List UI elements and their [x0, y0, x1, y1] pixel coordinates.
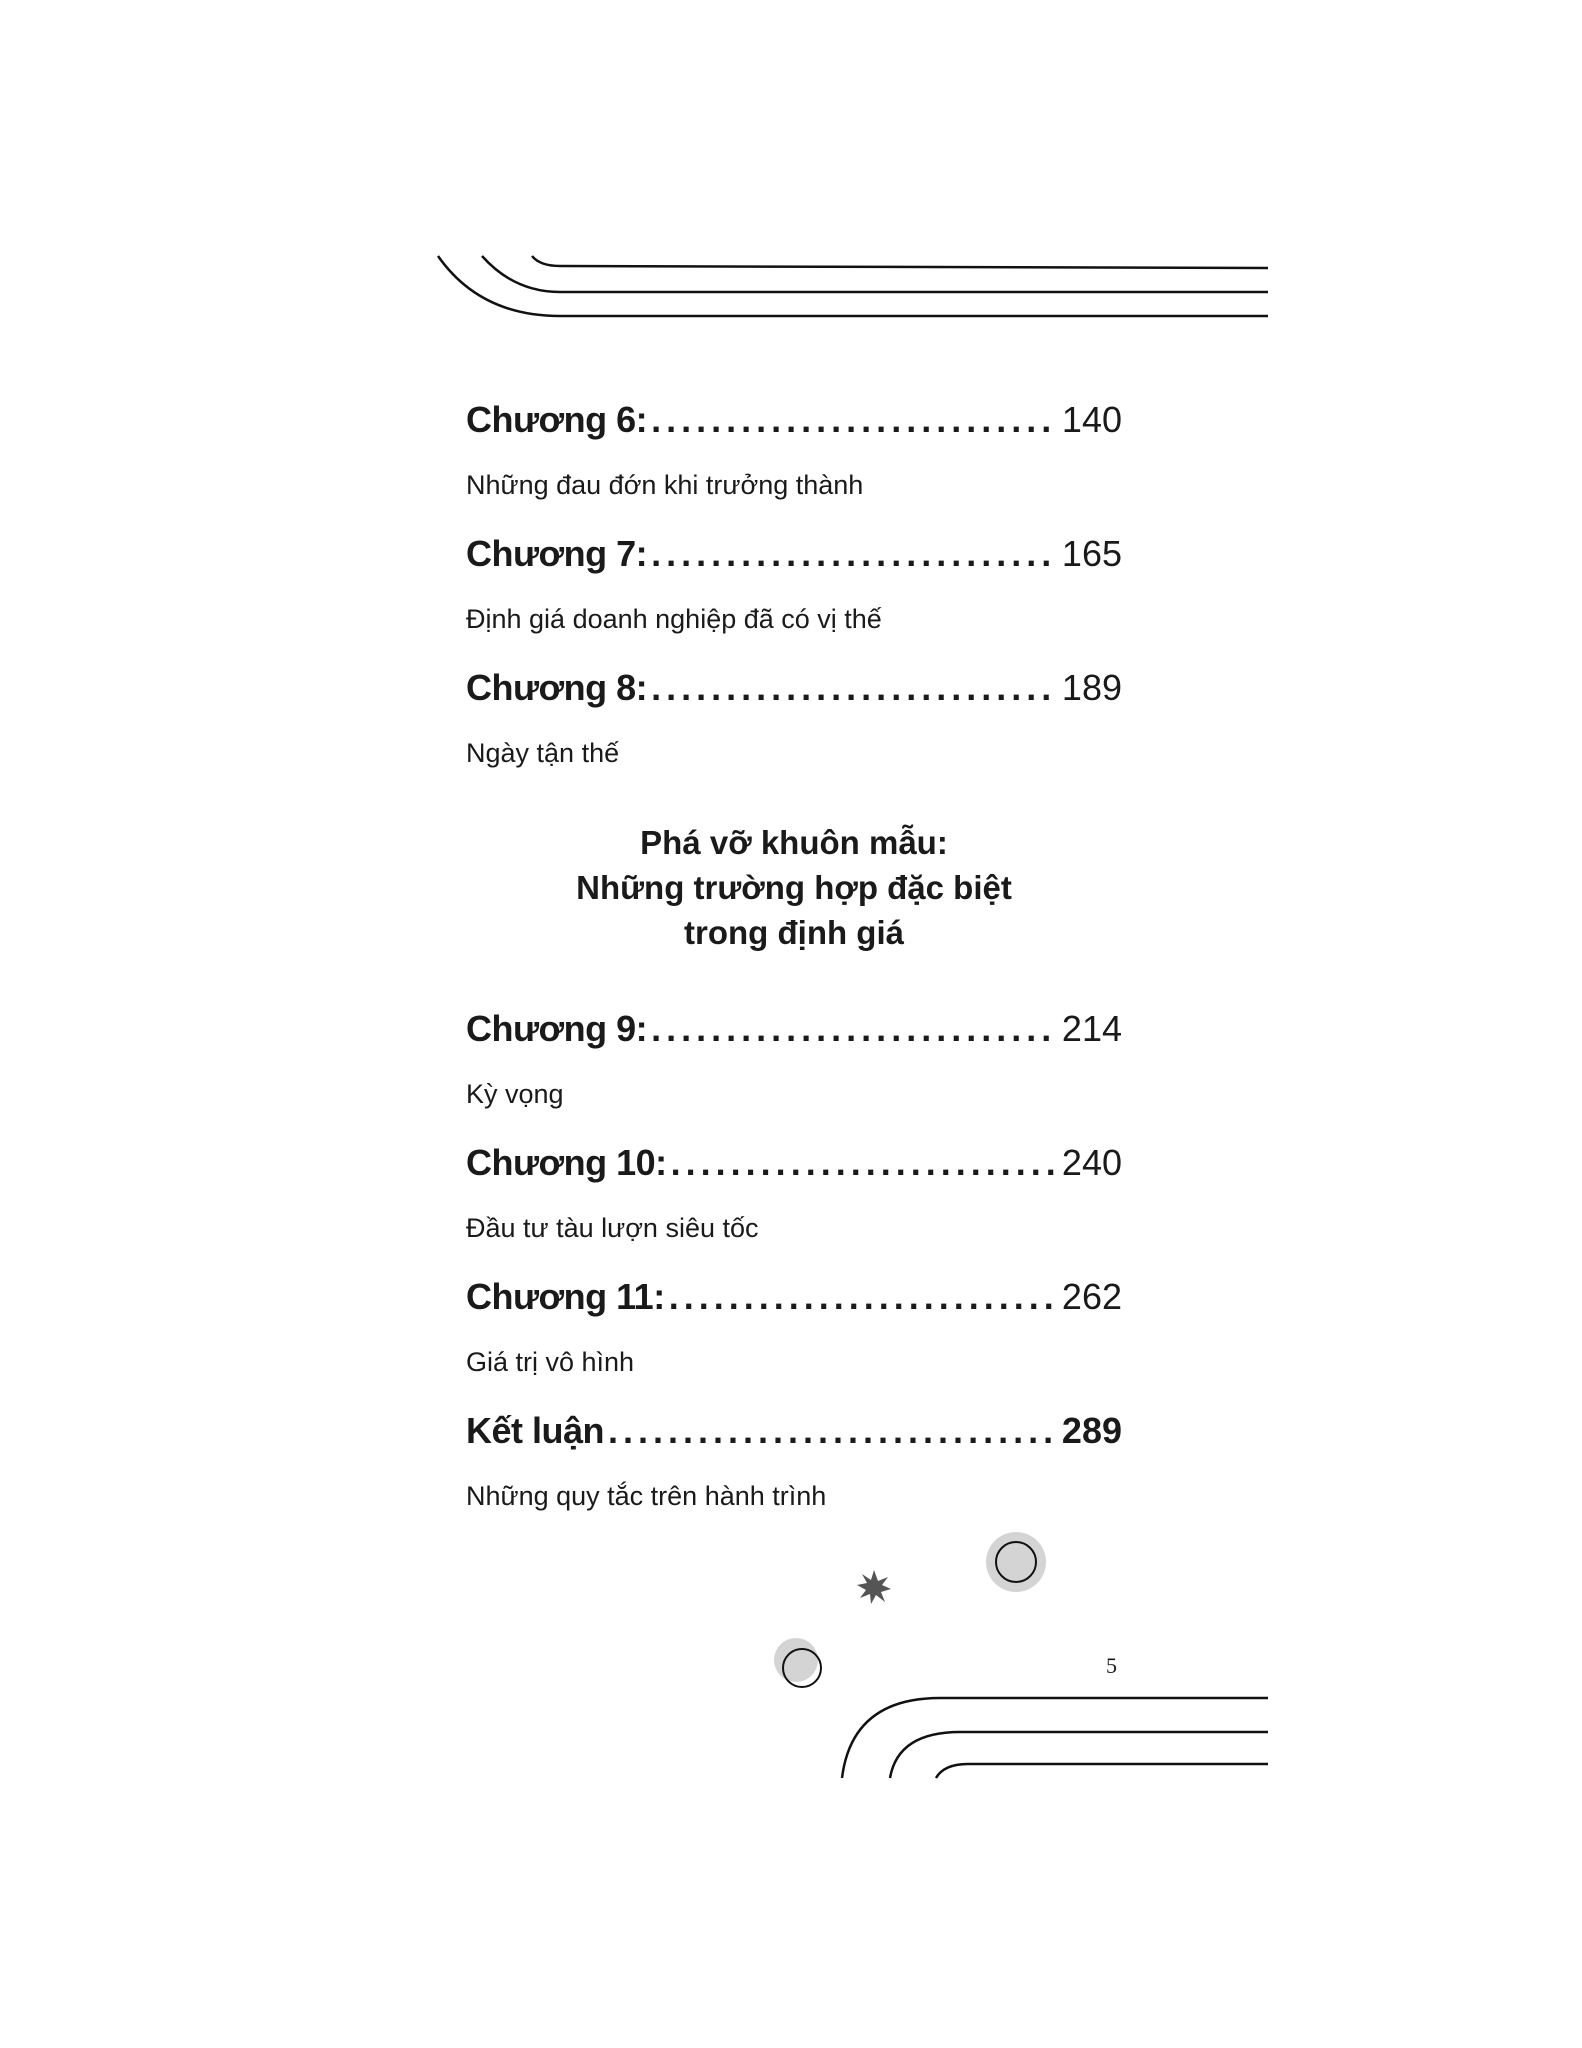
toc-leader-dots — [651, 1007, 1058, 1051]
toc-leader-dots — [651, 532, 1058, 576]
toc-entry-page: 214 — [1061, 1008, 1122, 1049]
bottom-curve-line-inner — [936, 1764, 1268, 1778]
top-curve-line-inner — [532, 256, 1268, 268]
toc-entry-subtitle: Đầu tư tàu lượn siêu tốc — [466, 1213, 759, 1243]
toc-entry-label: Chương 9: — [466, 1008, 648, 1049]
section-heading — [466, 820, 1122, 955]
top-curve-lines — [438, 256, 1268, 316]
toc-entry-label: Chương 7: — [466, 533, 648, 574]
starburst-icon — [857, 1570, 891, 1604]
toc-entry-row — [466, 1007, 1122, 1051]
toc-entry-page: 240 — [1061, 1142, 1122, 1183]
toc-entry-row — [466, 532, 1122, 576]
toc-entry-chapter-9[interactable] — [466, 1007, 1122, 1111]
toc-entry-subtitle: Ngày tận thế — [466, 738, 620, 768]
toc-entry-row — [466, 666, 1122, 710]
circle-ornament-lower-left — [774, 1638, 821, 1687]
toc-entry-conclusion[interactable] — [466, 1409, 1122, 1513]
toc-entry-subtitle: Những quy tắc trên hành trình — [466, 1481, 827, 1511]
toc-entry-label: Chương 6: — [466, 399, 648, 440]
toc-entry-subtitle: Kỳ vọng — [466, 1079, 564, 1109]
top-curve-line-middle — [482, 256, 1268, 292]
bottom-curve-line-middle — [890, 1732, 1268, 1778]
toc-entry-page: 189 — [1061, 667, 1122, 708]
toc-leader-dots — [671, 1141, 1058, 1185]
section-heading-line-3: trong định giá — [684, 914, 904, 951]
toc-entry-subtitle: Định giá doanh nghiệp đã có vị thế — [466, 604, 882, 634]
toc-entry-label: Chương 10: — [466, 1142, 667, 1183]
toc-entry-page: 262 — [1061, 1276, 1122, 1317]
toc-leader-dots — [608, 1409, 1058, 1453]
section-heading-line-1: Phá vỡ khuôn mẫu: — [640, 824, 948, 861]
toc-entry-row — [466, 1275, 1122, 1319]
toc-entry-page: 165 — [1061, 533, 1122, 574]
toc-entry-page: 289 — [1061, 1410, 1122, 1451]
toc-leader-dots — [651, 398, 1058, 442]
toc-entry-chapter-10[interactable] — [466, 1141, 1122, 1245]
toc-leader-dots — [669, 1275, 1058, 1319]
toc-leader-dots — [651, 666, 1058, 710]
top-curve-line-outer — [438, 256, 1268, 316]
toc-entry-row — [466, 1141, 1122, 1185]
toc-entry-label: Chương 11: — [466, 1276, 665, 1317]
toc-entry-row — [466, 398, 1122, 442]
bottom-curve-line-outer — [842, 1698, 1268, 1778]
toc-entry-label: Kết luận — [466, 1410, 605, 1451]
toc-entry-label: Chương 8: — [466, 667, 648, 708]
toc-entry-chapter-11[interactable] — [466, 1275, 1122, 1379]
toc-entry-chapter-7[interactable] — [466, 532, 1122, 636]
toc-entry-row — [466, 1409, 1122, 1453]
toc-entry-subtitle: Những đau đớn khi trưởng thành — [466, 470, 864, 500]
toc-entry-subtitle: Giá trị vô hình — [466, 1347, 635, 1377]
circle-ornament-upper-right — [986, 1532, 1046, 1592]
bottom-curve-lines — [842, 1698, 1268, 1778]
toc-entry-chapter-8[interactable] — [466, 666, 1122, 770]
section-heading-line-2: Những trường hợp đặc biệt — [576, 869, 1012, 906]
page-number: 5 — [1106, 1653, 1117, 1678]
toc-entry-chapter-6[interactable] — [466, 398, 1122, 502]
toc-entry-page: 140 — [1061, 399, 1122, 440]
